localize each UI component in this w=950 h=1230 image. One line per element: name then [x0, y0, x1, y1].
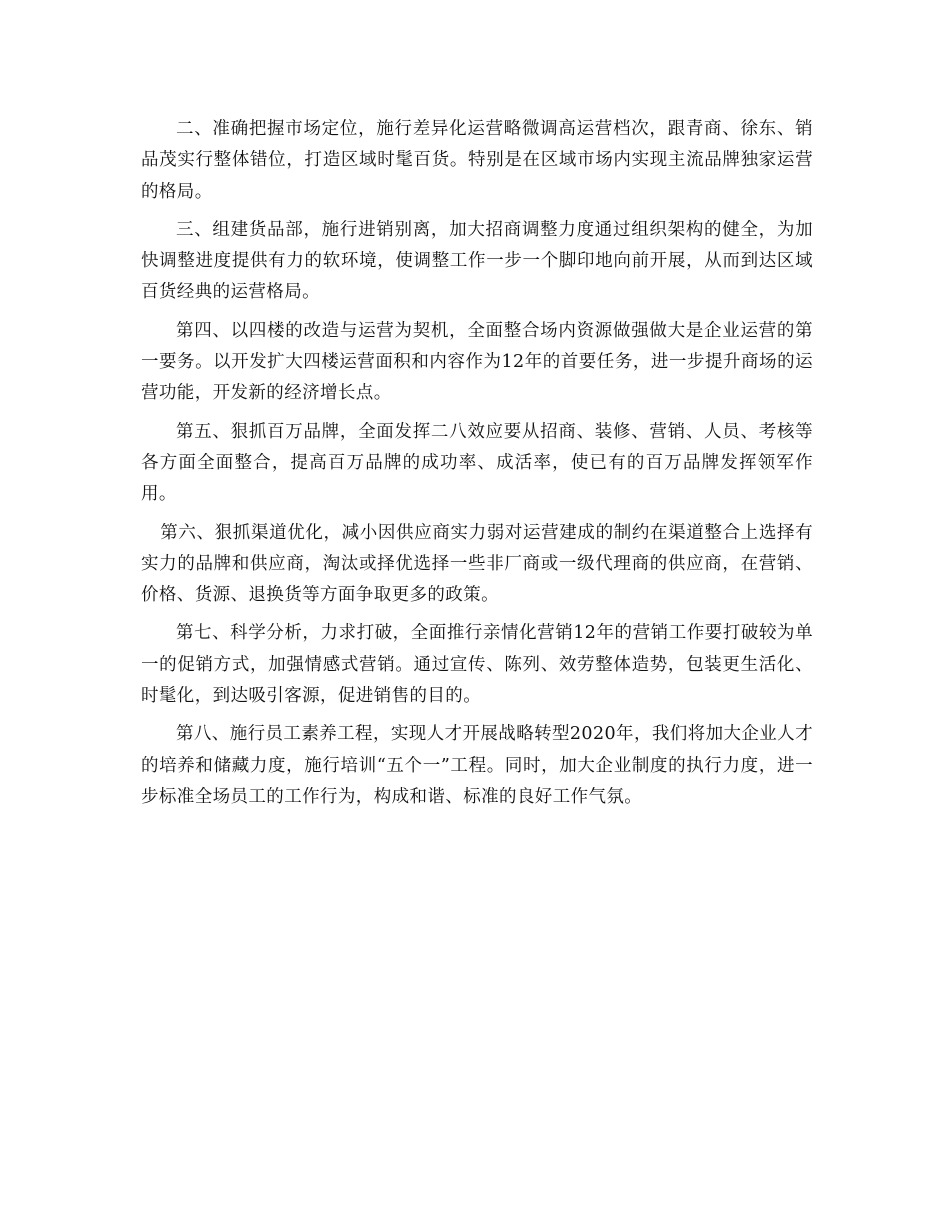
paragraph-3: 三、组建货品部，施行进销别离，加大招商调整力度通过组织架构的健全，为加快调整进度提供有力的软环境，使调整工作一步一个脚印地向前开展，从而到达区域百货经典的运营格局。 [141, 219, 813, 303]
paragraph-7: 第七、科学分析，力求打破，全面推行亲情化营销12年的营销工作要打破较为单一的促销方式，加强情感式营销。通过宣传、陈列、效劳整体造势，包装更生活化、时髦化，到达吸引客源，促进销售的目的。 [141, 623, 813, 707]
paragraph-8: 第八、施行员工素养工程，实现人才开展战略转型2020年，我们将加大企业人才的培养和储藏力度，施行培训“五个一”工程。同时，加大企业制度的执行力度，进一步标准全场员工的工作行为，构成和谐、标准的良好工作气氛。 [141, 724, 813, 807]
paragraph-5: 第五、狠抓百万品牌，全面发挥二八效应要从招商、装修、营销、人员、考核等各方面全面整合，提高百万品牌的成功率、成活率，使已有的百万品牌发挥领军作用。 [141, 421, 813, 505]
paragraph-2: 二、准确把握市场定位，施行差异化运营略微调高运营档次，跟青商、徐东、销品茂实行整体错位，打造区域时髦百货。特别是在区域市场内实现主流品牌独家运营的格局。 [141, 119, 813, 202]
paragraph-4: 第四、以四楼的改造与运营为契机，全面整合场内资源做强做大是企业运营的第一要务。以开发扩大四楼运营面积和内容作为12年的首要任务，进一步提升商场的运营功能，开发新的经济增长点。 [141, 320, 813, 404]
document-body [141, 114, 813, 820]
paragraph-6: 第六、狠抓渠道优化，减小因供应商实力弱对运营建成的制约在渠道整合上选择有实力的品牌和供应商，淘汰或择优选择一些非厂商或一级代理商的供应商，在营销、价格、货源、退换货等方面争取更多的政策。 [141, 522, 813, 606]
